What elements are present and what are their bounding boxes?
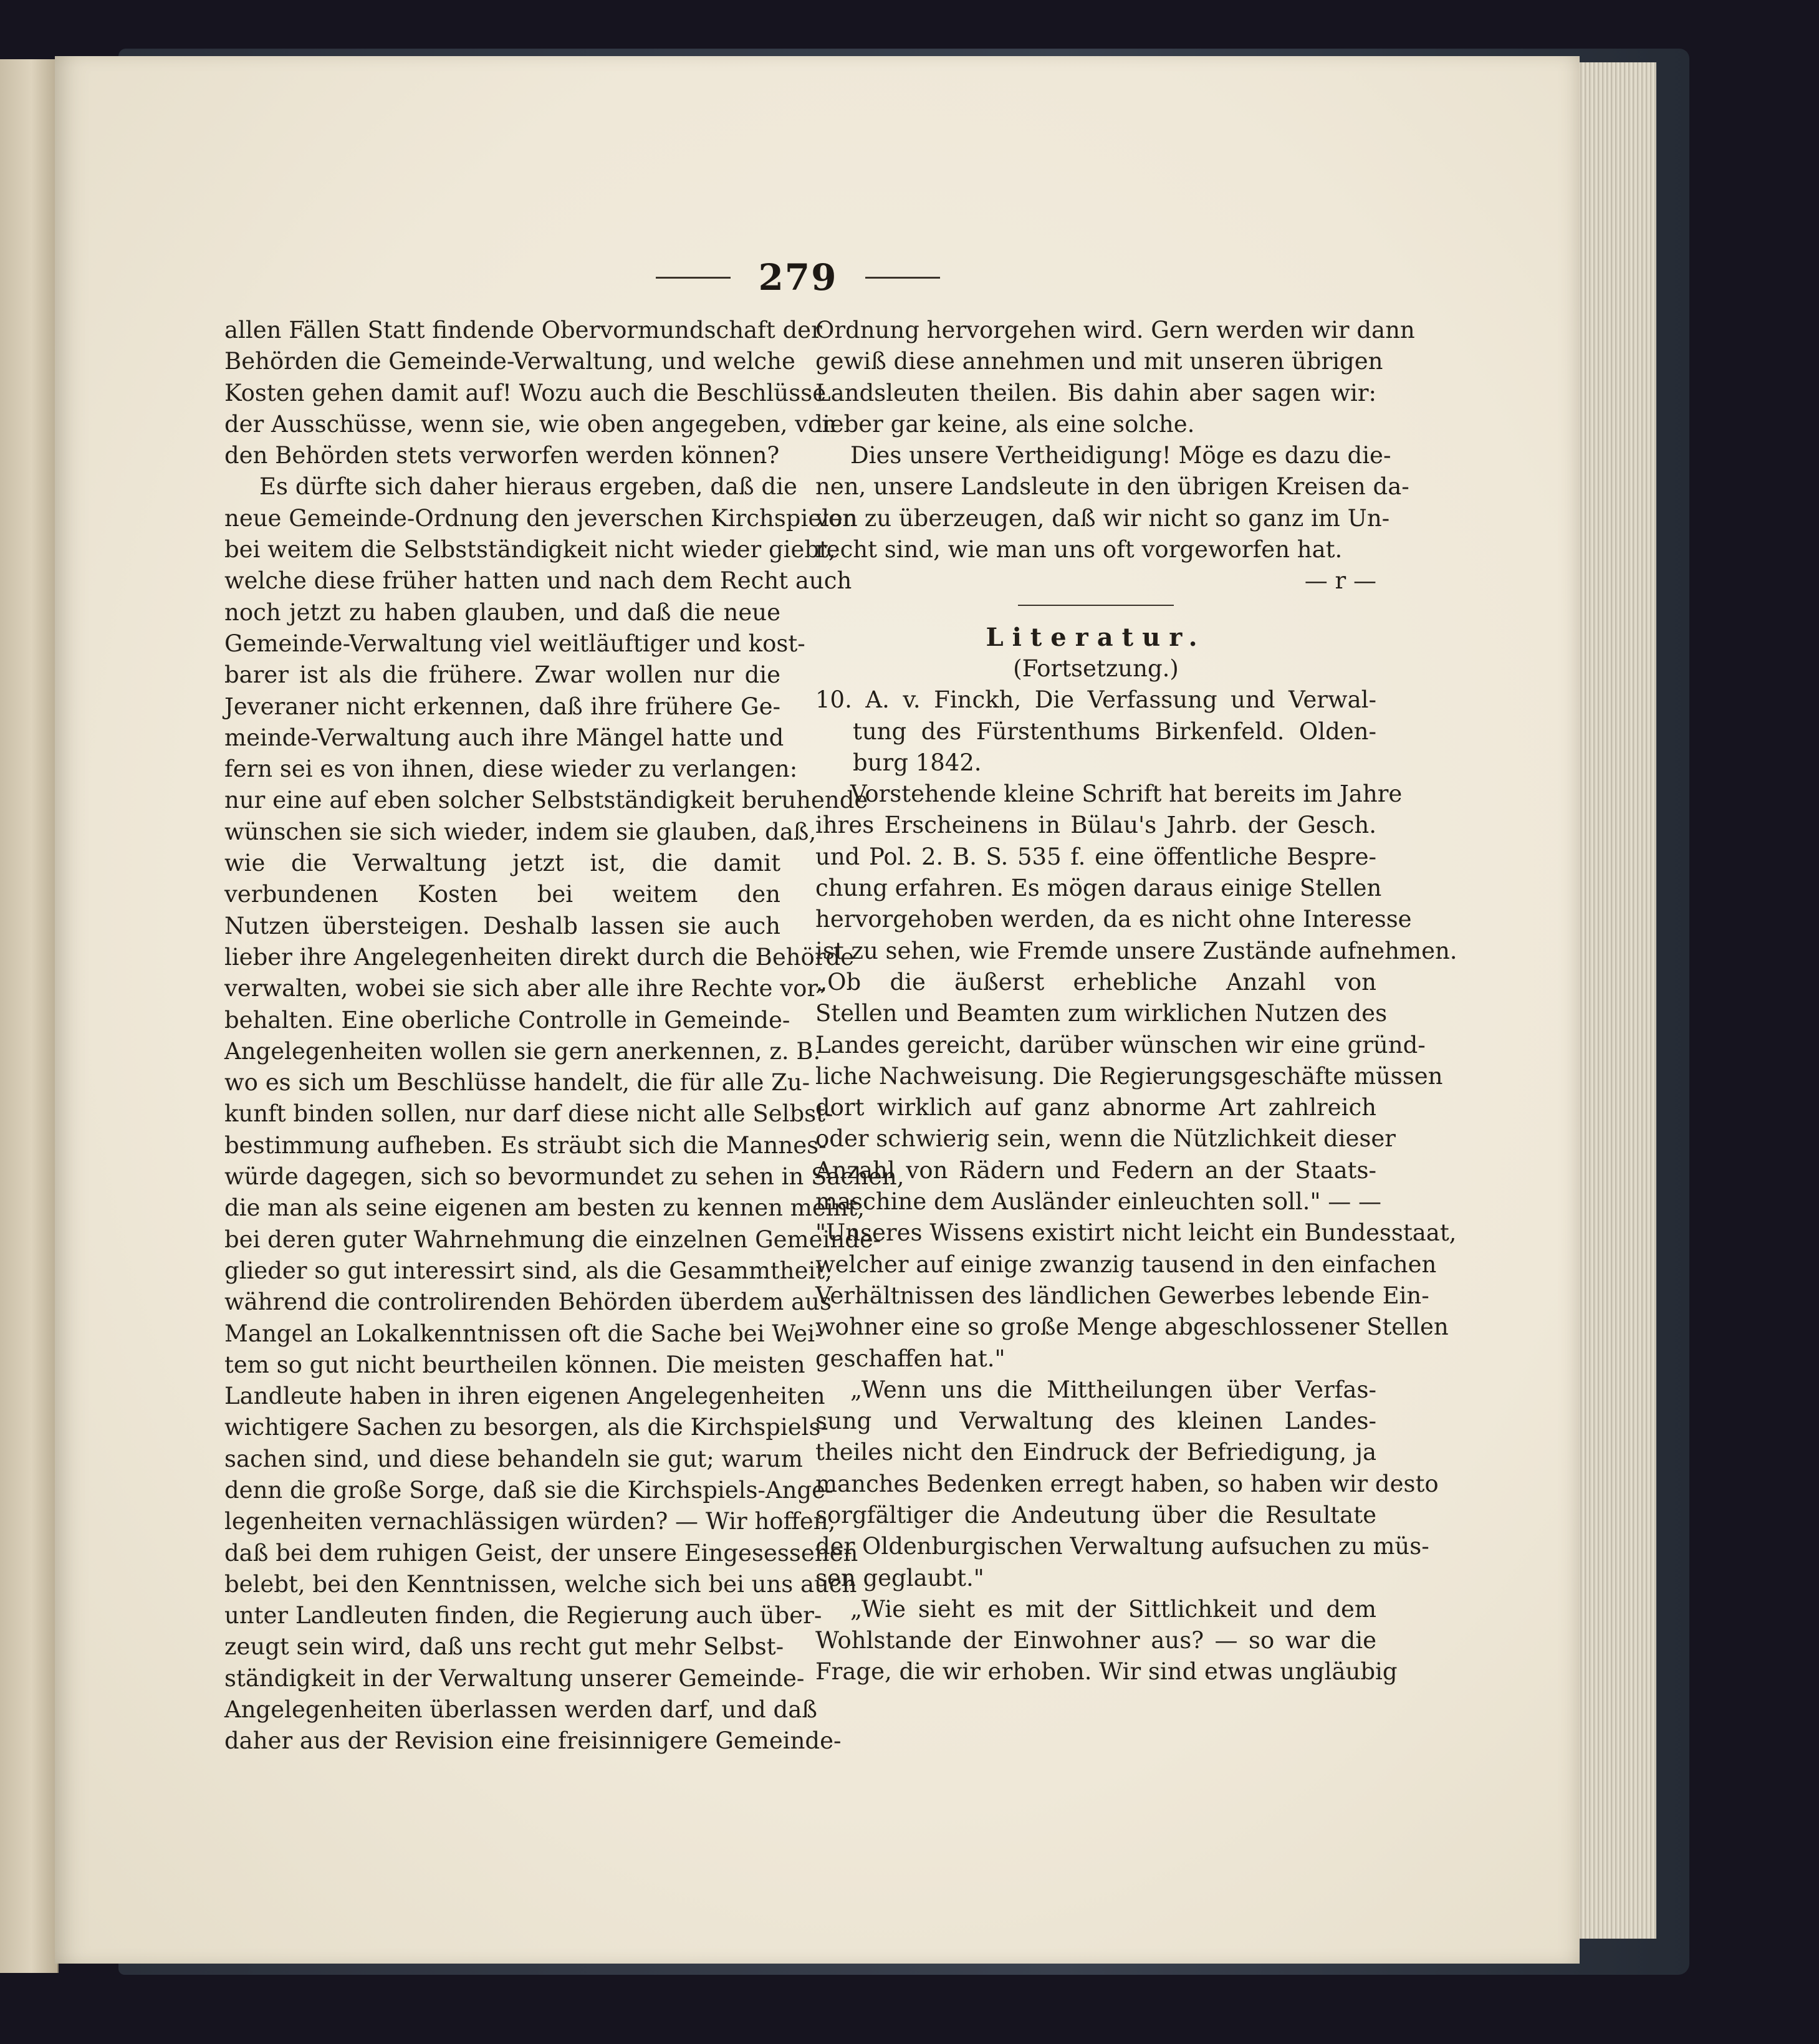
text-line: lieber ihre Angelegenheiten direkt durch die Behörde xyxy=(224,943,855,971)
text-line: liche Nachweisung. Die Regierungsgeschäfte müssen xyxy=(815,1062,1443,1090)
text-line: recht sind, wie man uns oft vorgeworfen hat. xyxy=(815,536,1343,564)
text-line: lieber gar keine, als eine solche. xyxy=(815,410,1195,438)
text-line: während die controlirenden Behörden überdem aus xyxy=(224,1288,832,1316)
right-column-top-text xyxy=(815,315,1415,597)
text-line: legenheiten vernachlässigen würden? — Wir hoffen, xyxy=(224,1508,836,1535)
text-line: Landsleuten theilen. Bis dahin aber sagen wir: xyxy=(815,379,1376,406)
section-heading: Literatur. xyxy=(986,622,1206,652)
text-line: glieder so gut interessirt sind, als die Gesammtheit, xyxy=(224,1257,832,1284)
text-line: und Pol. 2. B. S. 535 f. eine öffentliche Bespre- xyxy=(815,843,1376,870)
text-line: "Unseres Wissens existirt nicht leicht ein Bundesstaat, xyxy=(815,1219,1457,1247)
text-line: Angelegenheiten überlassen werden darf, und daß xyxy=(224,1696,817,1724)
text-line: „Wie sieht es mit der Sittlichkeit und dem xyxy=(850,1595,1376,1623)
text-line: hervorgehoben werden, da es nicht ohne Interesse xyxy=(815,906,1412,933)
text-line: noch jetzt zu haben glauben, und daß die neue xyxy=(224,598,780,626)
text-line: welcher auf einige zwanzig tausend in den einfachen xyxy=(815,1250,1437,1278)
text-line: Dies unsere Vertheidigung! Möge es dazu die- xyxy=(850,442,1391,469)
text-line: allen Fällen Statt findende Obervormundschaft der xyxy=(224,317,822,343)
text-line: daß bei dem ruhigen Geist, der unsere Eingesessenen xyxy=(224,1539,858,1567)
text-line: verbundenen Kosten bei weitem den xyxy=(224,881,780,908)
text-line: barer ist als die frühere. Zwar wollen nur die xyxy=(224,661,780,689)
text-line: tung des Fürstenthums Birkenfeld. Olden- xyxy=(853,717,1376,745)
text-line: ihres Erscheinens in Bülau's Jahrb. der Gesch. xyxy=(815,812,1376,839)
text-line: geschaffen hat." xyxy=(815,1345,1005,1372)
text-line: belebt, bei den Kenntnissen, welche sich bei uns auch xyxy=(224,1570,857,1598)
text-line: behalten. Eine oberliche Controlle in Gemeinde- xyxy=(224,1006,790,1034)
text-line: wichtigere Sachen zu besorgen, als die Kirchspiels- xyxy=(224,1414,828,1441)
text-line: meinde-Verwaltung auch ihre Mängel hatte und xyxy=(224,724,784,751)
text-line: sung und Verwaltung des kleinen Landes- xyxy=(815,1408,1376,1435)
text-line: sen geglaubt." xyxy=(815,1564,984,1591)
text-line: Gemeinde-Verwaltung viel weitläuftiger und kost- xyxy=(224,630,805,657)
text-line: burg 1842. xyxy=(853,749,982,776)
text-line: chung erfahren. Es mögen daraus einige Stellen xyxy=(815,875,1382,902)
text-line: sorgfältiger die Andeutung über die Resultate xyxy=(815,1501,1376,1528)
text-line: welche diese früher hatten und nach dem Recht auch xyxy=(224,567,852,595)
text-line: — r — xyxy=(1304,567,1376,595)
text-line: Es dürfte sich daher hieraus ergeben, daß die xyxy=(259,473,797,501)
page-header xyxy=(636,256,960,299)
text-line: maschine dem Ausländer einleuchten soll." — — xyxy=(815,1188,1381,1216)
right-column-bottom-text xyxy=(815,684,1457,1688)
text-line: Jeveraner nicht erkennen, daß ihre frühere Ge- xyxy=(224,693,780,720)
text-line: dort wirklich auf ganz abnorme Art zahlreich xyxy=(815,1094,1376,1121)
text-line: ist zu sehen, wie Fremde unsere Zustände aufnehmen. xyxy=(815,937,1457,964)
text-line: gewiß diese annehmen und mit unseren übrigen xyxy=(815,348,1383,375)
facing-page-edge xyxy=(0,59,59,1973)
text-line: fern sei es von ihnen, diese wieder zu verlangen: xyxy=(224,756,798,783)
text-line: neue Gemeinde-Ordnung den jeverschen Kirchspielen xyxy=(224,504,858,532)
text-line: Angelegenheiten wollen sie gern anerkennen, z. B. xyxy=(224,1037,821,1065)
text-line: kunft binden sollen, nur darf diese nicht alle Selbst- xyxy=(224,1100,833,1128)
right-column xyxy=(815,315,1457,1688)
text-line: oder schwierig sein, wenn die Nützlichkeit dieser xyxy=(815,1125,1396,1153)
text-line: würde dagegen, sich so bevormundet zu sehen in Sachen, xyxy=(224,1163,905,1191)
text-line: zeugt sein wird, daß uns recht gut mehr Selbst- xyxy=(224,1633,784,1661)
text-line: manches Bedenken erregt haben, so haben wir desto xyxy=(815,1470,1439,1497)
text-line: sachen sind, und diese behandeln sie gut; warum xyxy=(224,1445,803,1472)
text-line: nur eine auf eben solcher Selbstständigkeit beruhende xyxy=(224,787,868,814)
text-line: den Behörden stets verworfen werden können? xyxy=(224,442,780,469)
text-line: wo es sich um Beschlüsse handelt, die für alle Zu- xyxy=(224,1069,810,1096)
text-line: bei deren guter Wahrnehmung die einzelnen Gemeinde- xyxy=(224,1226,881,1253)
text-line: wünschen sie sich wieder, indem sie glauben, daß, xyxy=(224,818,817,845)
text-line: Ordnung hervorgehen wird. Gern werden wir dann xyxy=(815,317,1415,343)
text-line: Verhältnissen des ländlichen Gewerbes lebende Ein- xyxy=(815,1282,1429,1309)
text-line: tem so gut nicht beurtheilen können. Die meisten xyxy=(224,1351,805,1378)
text-line: Landleute haben in ihren eigenen Angelegenheiten xyxy=(224,1383,825,1410)
text-line: die man als seine eigenen am besten zu kennen meint, xyxy=(224,1194,865,1222)
text-line: von zu überzeugen, daß wir nicht so ganz im Un- xyxy=(815,504,1390,532)
text-line: ständigkeit in der Verwaltung unserer Gemeinde- xyxy=(224,1664,805,1692)
text-line: Frage, die wir erhoben. Wir sind etwas ungläubig xyxy=(815,1658,1398,1686)
page-edges xyxy=(1568,62,1656,1939)
text-line: Anzahl von Rädern und Federn an der Staats- xyxy=(815,1156,1376,1184)
text-line: Landes gereicht, darüber wünschen wir eine gründ- xyxy=(815,1031,1426,1058)
text-line: daher aus der Revision eine freisinnigere Gemeinde- xyxy=(224,1727,842,1755)
header-rule-right xyxy=(865,277,940,279)
page-number: 279 xyxy=(758,256,838,299)
text-line: Mangel an Lokalkenntnissen oft die Sache bei Wei- xyxy=(224,1320,823,1347)
text-line: Vorstehende kleine Schrift hat bereits im Jahre xyxy=(850,780,1403,808)
section-subheading: (Fortsetzung.) xyxy=(1013,655,1179,682)
text-line: Wohlstande der Einwohner aus? — so war die xyxy=(815,1627,1376,1654)
text-line: „Wenn uns die Mittheilungen über Verfas- xyxy=(850,1376,1376,1403)
text-line: Kosten gehen damit auf! Wozu auch die Beschlüsse xyxy=(224,379,827,406)
text-line: denn die große Sorge, daß sie die Kirchspiels-Ange- xyxy=(224,1476,833,1504)
text-line: bestimmung aufheben. Es sträubt sich die Mannes- xyxy=(224,1131,827,1159)
text-line: Behörden die Gemeinde-Verwaltung, und welche xyxy=(224,348,795,375)
text-line: wohner eine so große Menge abgeschlossener Stellen xyxy=(815,1313,1449,1341)
text-line: theiles nicht den Eindruck der Befriedigung, ja xyxy=(815,1439,1376,1466)
text-line: 10. A. v. Finckh, Die Verfassung und Verwal- xyxy=(815,686,1376,714)
text-line: Stellen und Beamten zum wirklichen Nutzen des xyxy=(815,1000,1388,1027)
text-line: unter Landleuten finden, die Regierung auch über- xyxy=(224,1602,822,1629)
text-line: der Ausschüsse, wenn sie, wie oben angegeben, von xyxy=(224,410,837,438)
header-rule-left xyxy=(656,277,731,279)
text-line: bei weitem die Selbstständigkeit nicht wieder giebt, xyxy=(224,536,836,564)
text-line: „Ob die äußerst erhebliche Anzahl von xyxy=(815,968,1376,996)
text-line: der Oldenburgischen Verwaltung aufsuchen zu müs- xyxy=(815,1533,1429,1560)
text-line: nen, unsere Landsleute in den übrigen Kreisen da- xyxy=(815,473,1409,501)
text-line: verwalten, wobei sie sich aber alle ihre Rechte vor- xyxy=(224,975,826,1002)
text-line: wie die Verwaltung jetzt ist, die damit xyxy=(224,850,780,877)
text-line: Nutzen übersteigen. Deshalb lassen sie auch xyxy=(224,912,780,939)
